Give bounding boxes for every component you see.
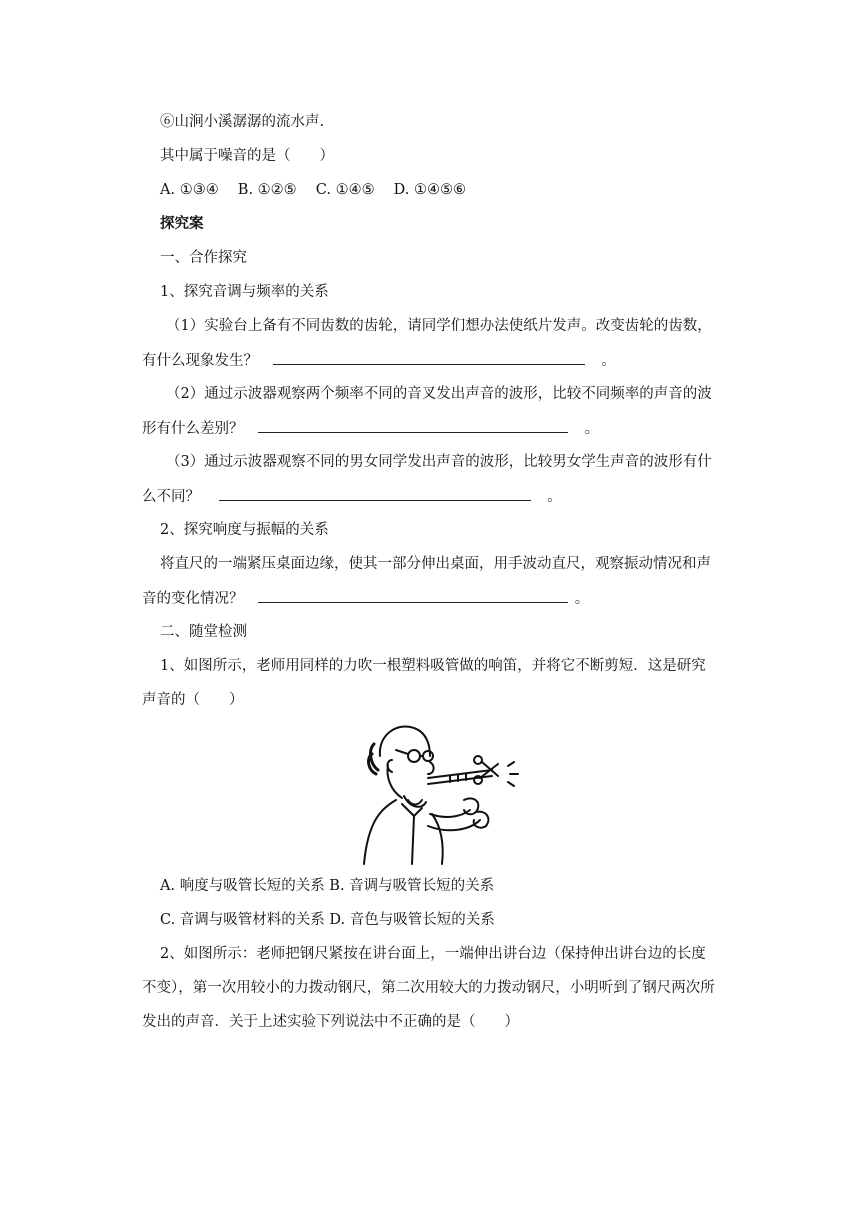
- q1-line-2: [142, 350, 616, 371]
- sec2-answer-blank[interactable]: [258, 588, 568, 603]
- subsection-2-title: 2、探究响度与振幅的关系: [160, 522, 329, 538]
- p1-line-2: 声音的（ ）: [142, 692, 244, 708]
- p2-line-1: 2、如图所示：老师把钢尺紧按在讲台面上，一端伸出讲台边（保持伸出讲台边的长度: [160, 946, 706, 962]
- teacher-straw-whistle-figure: [352, 716, 522, 866]
- q3-period: 。: [547, 489, 562, 505]
- question-text: 其中属于噪音的是（ ）: [160, 148, 334, 164]
- p2-line-3: 发出的声音．关于上述实验下列说法中不正确的是（ ）: [142, 1014, 519, 1030]
- q1-prompt: 有什么现象发生？: [142, 353, 258, 369]
- sec2-period: 。: [574, 591, 590, 607]
- part-two-heading: 二、随堂检测: [160, 624, 247, 640]
- q3-answer-blank[interactable]: [219, 486, 531, 501]
- q1-period: 。: [601, 353, 616, 369]
- p1-line-1: 1、如图所示，老师用同样的力吹一根塑料吸管做的响笛，并将它不断剪短．这是研究: [160, 658, 706, 674]
- sec2-prompt: 音的变化情况？: [142, 591, 244, 607]
- answer-options: A. ①③④ B. ①②⑤ C. ①④⑤ D. ①④⑤⑥: [160, 182, 467, 198]
- section-heading: 探究案: [160, 216, 204, 232]
- q3-prompt: 么不同？: [142, 489, 200, 505]
- q2-line-2: [142, 418, 599, 439]
- q2-prompt: 形有什么差别？: [142, 421, 244, 437]
- q1-answer-blank[interactable]: [273, 350, 585, 365]
- q3-line-2: [142, 486, 562, 507]
- q1-line-1: （1）实验台上备有不同齿数的齿轮，请同学们想办法使纸片发声。改变齿轮的齿数，: [166, 318, 712, 334]
- p2-line-2: 不变），第一次用较小的力拨动钢尺，第二次用较大的力拨动钢尺，小明听到了钢尺两次所: [142, 980, 715, 996]
- q2-answer-blank[interactable]: [258, 418, 568, 433]
- p1-options-cd: C. 音调与吸管材料的关系 D. 音色与吸管长短的关系: [160, 912, 495, 928]
- q2-line-1: （2）通过示波器观察两个频率不同的音叉发出声音的波形，比较不同频率的声音的波: [166, 386, 712, 402]
- sec2-line-1: 将直尺的一端紧压桌面边缘，使其一部分伸出桌面，用手波动直尺，观察振动情况和声: [160, 556, 711, 572]
- subsection-1-title: 1、探究音调与频率的关系: [160, 284, 329, 300]
- p1-options-ab: A. 响度与吸管长短的关系 B. 音调与吸管长短的关系: [160, 878, 495, 894]
- part-one-heading: 一、合作探究: [160, 250, 247, 266]
- q3-line-1: （3）通过示波器观察不同的男女同学发出声音的波形，比较男女学生声音的波形有什: [166, 454, 712, 470]
- item-6-text: ⑥山涧小溪潺潺的流水声.: [160, 114, 325, 130]
- q2-period: 。: [584, 421, 600, 437]
- sec2-line-2: [142, 588, 589, 609]
